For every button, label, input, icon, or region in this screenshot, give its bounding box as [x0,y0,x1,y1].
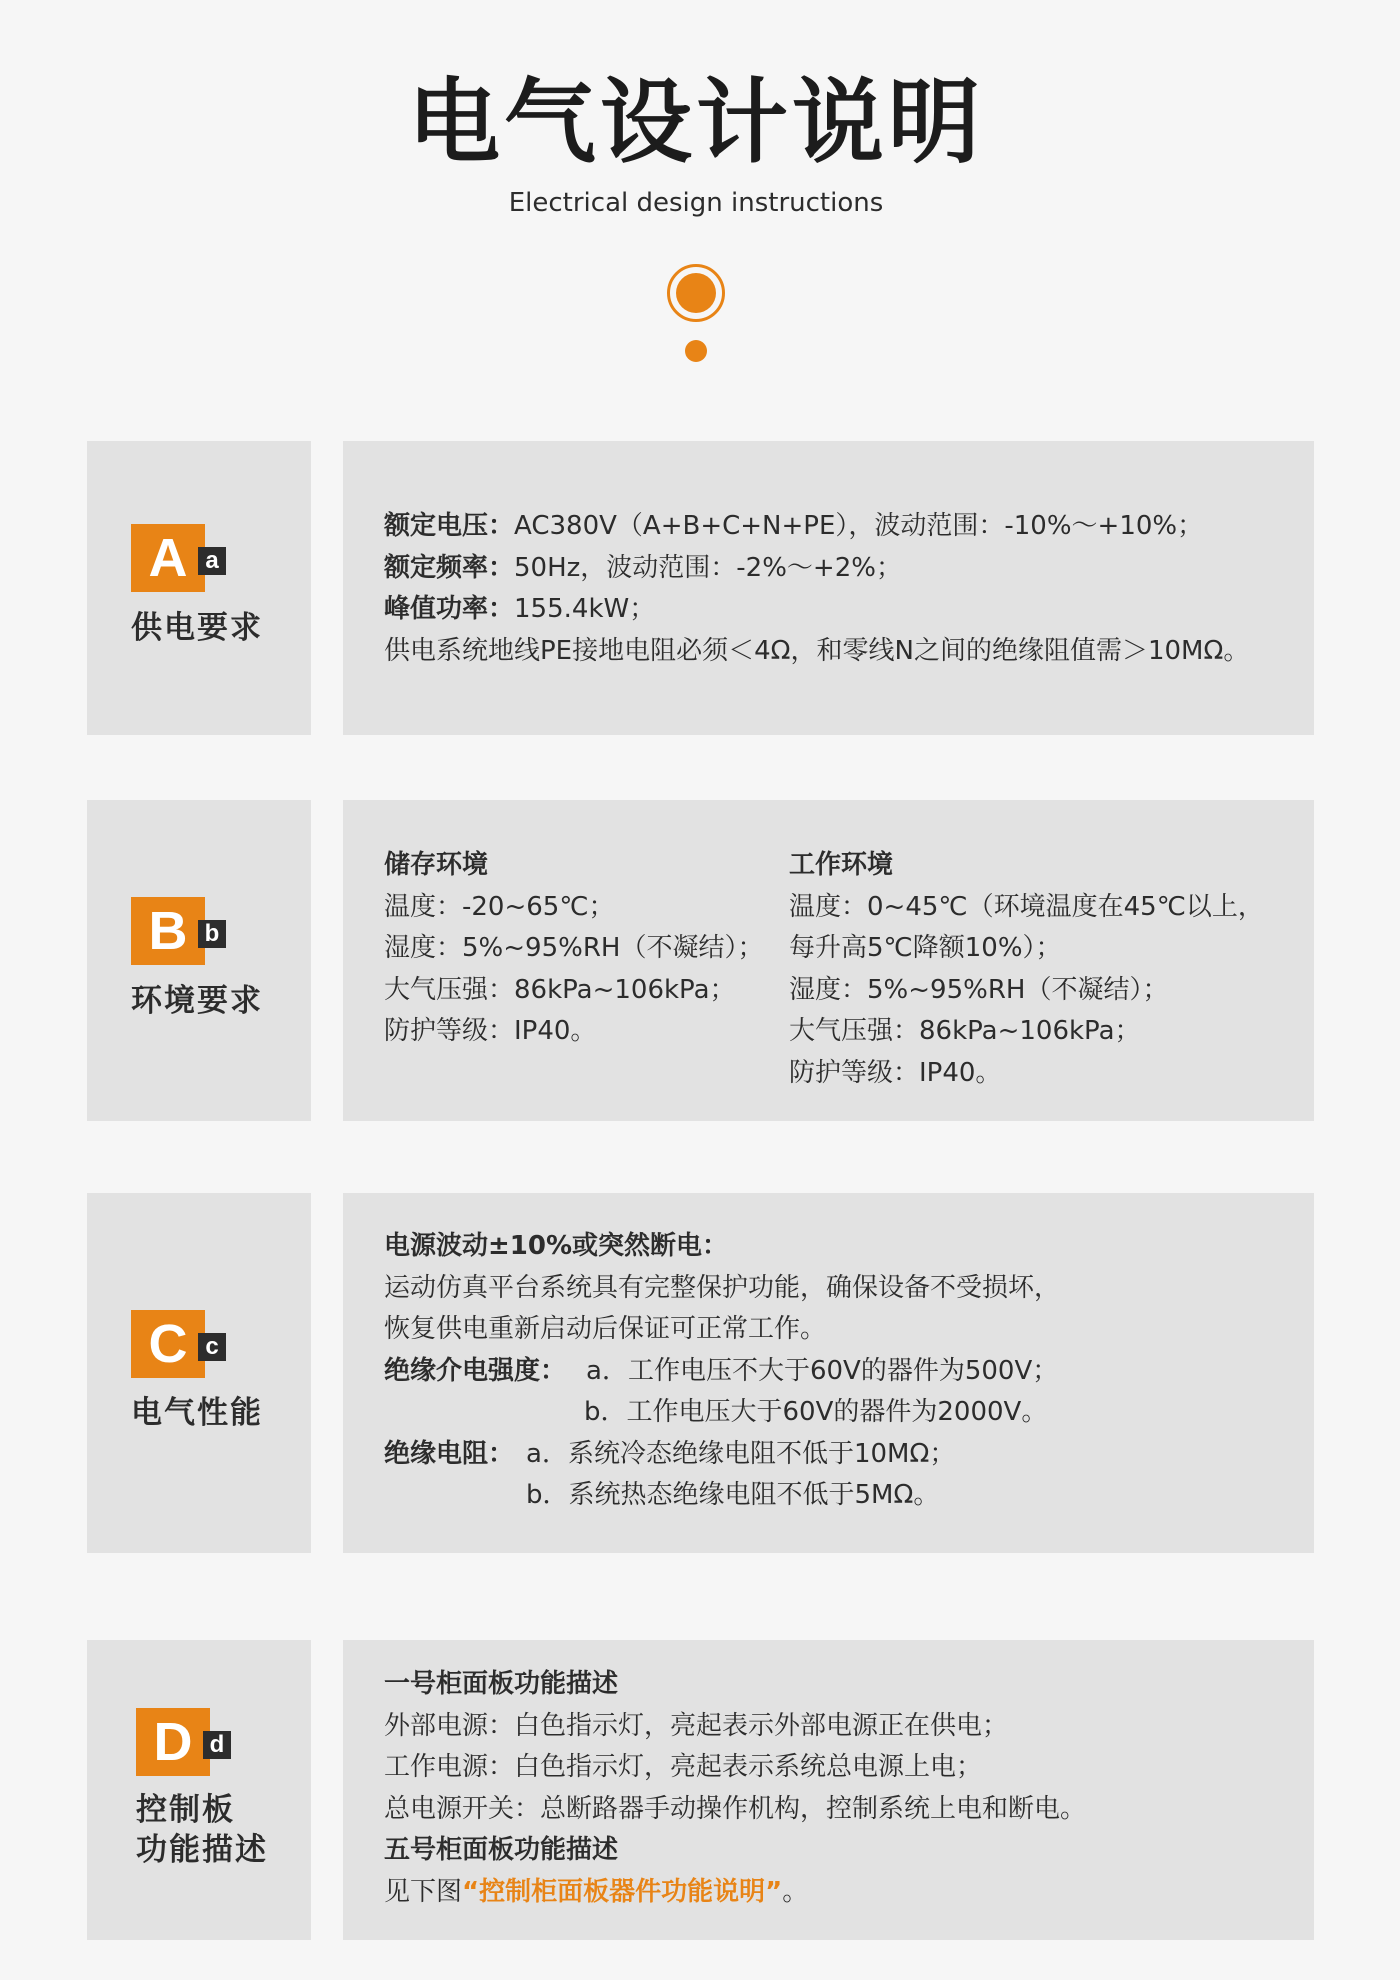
storage-line: 大气压强：86kPa~106kPa； [384,974,736,1005]
panel-5-heading: 五号柜面板功能描述 [384,1835,619,1865]
resistance-key: 绝缘电阻： [384,1438,515,1469]
resistance-line [384,1434,1060,1476]
section-c-small-badge: c [198,1333,226,1361]
rated-voltage-line [384,506,1249,548]
section-c-badge: C [131,1310,205,1378]
see-prefix: 见下图 [384,1876,463,1907]
section-b-badge: B [131,897,205,965]
section-b-small-badge: b [198,920,226,948]
resistance-b: b．系统热态绝缘电阻不低于5MΩ。 [526,1480,940,1510]
grounding-line [384,631,1249,673]
target-ring-icon [667,264,725,322]
work-line: 每升高5℃降额10%）； [789,933,1062,963]
resistance-a: a．系统冷态绝缘电阻不低于10MΩ； [526,1438,956,1469]
work-line: 防护等级：IP40。 [789,1057,1002,1088]
storage-line: 温度：-20~65℃； [384,891,615,922]
work-heading: 工作环境 [789,850,894,880]
peak-power-value: 155.4kW； [514,594,656,624]
rated-voltage-key: 额定电压： [384,511,515,541]
page-title: 电气设计说明 [407,69,984,176]
power-fluctuation-heading: 电源波动±10%或突然断电： [384,1231,729,1261]
storage-environment [384,845,763,1053]
protection-text: 运动仿真平台系统具有完整保护功能，确保设备不受损坏， [384,1272,1061,1303]
resistance-line-b [384,1475,1060,1517]
section-a-content [384,506,1249,672]
see-suffix: 。 [782,1876,809,1907]
dot-icon [685,340,707,362]
dielectric-line-b [384,1392,1060,1434]
storage-heading: 储存环境 [384,850,489,880]
dielectric-line [384,1351,1060,1393]
grounding-value: 供电系统地线PE接地电阻必须＜4Ω，和零线N之间的绝缘阻值需＞10MΩ。 [384,635,1250,666]
panel-1-heading: 一号柜面板功能描述 [384,1669,619,1699]
section-a-small-badge: a [198,547,226,575]
rated-frequency-value: 50Hz，波动范围：-2%～+2%； [514,552,902,583]
section-d-title-line2: 功能描述 [136,1832,268,1868]
target-core [676,273,716,313]
section-b-title: 环境要求 [131,983,263,1019]
peak-power-key: 峰值功率： [384,594,515,624]
section-d-small-badge: d [203,1731,231,1759]
work-line: 温度：0~45℃（环境温度在45℃以上， [789,891,1264,922]
dielectric-a: a．工作电压不大于60V的器件为500V； [586,1355,1059,1386]
rated-voltage-value: AC380V（A+B+C+N+PE），波动范围：-10%～+10%； [514,511,1204,541]
work-line: 大气压强：86kPa~106kPa； [789,1016,1141,1046]
work-environment [789,845,1264,1094]
storage-line: 湿度：5%~95%RH（不凝结）； [384,933,764,963]
recovery-text: 恢复供电重新启动后保证可正常工作。 [384,1314,827,1344]
section-d-badge: D [136,1708,210,1776]
rated-frequency-key: 额定频率： [384,552,515,583]
dielectric-key: 绝缘介电强度： [384,1355,567,1386]
panel-1-line: 总电源开关：总断路器手动操作机构，控制系统上电和断电。 [384,1793,1087,1824]
section-d-content [384,1664,1086,1913]
rated-frequency-line [384,548,1249,590]
see-link: “控制柜面板器件功能说明” [462,1876,783,1907]
panel-1-line: 外部电源：白色指示灯，亮起表示外部电源正在供电； [384,1710,1009,1741]
panel-1-line: 工作电源：白色指示灯，亮起表示系统总电源上电； [384,1752,983,1782]
dielectric-b: b．工作电压大于60V的器件为2000V。 [584,1397,1048,1427]
work-line: 湿度：5%~95%RH（不凝结）； [789,974,1169,1005]
section-d-title-line1: 控制板 [136,1792,235,1828]
see-figure-line [384,1872,1086,1914]
section-a-title: 供电要求 [131,610,263,646]
section-c-content [384,1226,1060,1517]
section-c-title: 电气性能 [131,1395,263,1431]
peak-power-line [384,589,1249,631]
page-subtitle: Electrical design instructions [508,188,884,218]
storage-line: 防护等级：IP40。 [384,1016,597,1046]
section-a-badge: A [131,524,205,592]
